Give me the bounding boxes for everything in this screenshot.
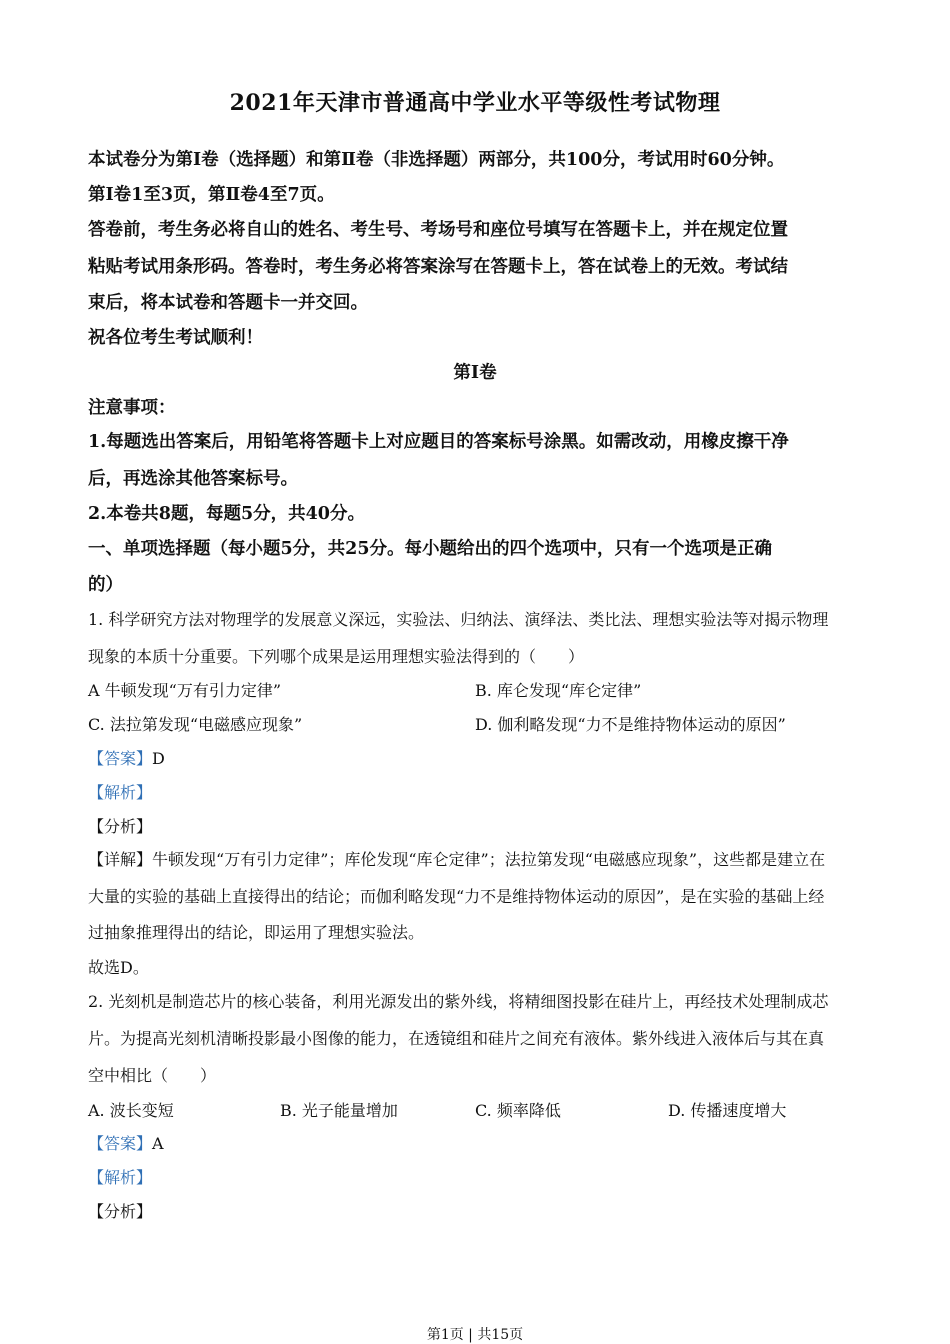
question-2-stem: 2. 光刻机是制造芯片的核心装备，利用光源发出的紫外线，将精细图投影在硅片上，再经技术处理制成芯 — [88, 992, 829, 1011]
q2-option-d: D. 传播速度增大 — [668, 1101, 787, 1120]
section-heading: 一、单项选择题（每小题5分，共25分。每小题给出的四个选项中，只有一个选项是正确 — [88, 539, 773, 559]
exam-title: 2021年天津市普通高中学业水平等级性考试物理 — [229, 90, 721, 116]
q1-detail — [88, 847, 870, 870]
fenxi-tag: 【分析】 — [88, 817, 153, 836]
section-title: 第Ⅰ卷 — [453, 363, 497, 383]
fenxi-tag: 【分析】 — [88, 1202, 153, 1221]
detail-text: 牛顿发现“万有引力定律”；库伦发现“库仑定律”；法拉第发现“电磁感应现象”，这些都是建立在 — [152, 850, 826, 869]
answer-tag: 【答案】 — [88, 1134, 153, 1153]
q1-option-a: A 牛顿发现“万有引力定律” — [88, 681, 282, 700]
question-1-stem: 1. 科学研究方法对物理学的发展意义深远，实验法、归纳法、演绎法、类比法、理想实验法等对揭示物理 — [88, 610, 829, 629]
intro-line: 粘贴考试用条形码。答卷时，考生务必将答案涂写在答题卡上，答在试卷上的无效。考试结 — [88, 257, 788, 277]
intro-line: 答卷前，考生务必将自山的姓名、考生号、考场号和座位号填写在答题卡上，并在规定位置 — [88, 220, 788, 240]
intro-line: 束后，将本试卷和答题卡一并交回。 — [88, 293, 368, 313]
answer-value: D — [152, 749, 165, 768]
page-footer: 第1页 | 共15页 — [426, 1327, 524, 1343]
q2-option-a: A. 波长变短 — [88, 1101, 174, 1120]
question-2-stem: 空中相比（ ） — [88, 1066, 217, 1085]
analysis-tag: 【解析】 — [88, 1168, 153, 1187]
q1-option-c: C. 法拉第发现“电磁感应现象” — [88, 715, 303, 734]
section-heading: 的） — [88, 575, 123, 595]
intro-line: 本试卷分为第Ⅰ卷（选择题）和第Ⅱ卷（非选择题）两部分，共100分，考试用时60分钟。 — [88, 150, 785, 170]
q1-detail-line: 过抽象推理得出的结论，即运用了理想实验法。 — [88, 923, 425, 942]
q2-option-c: C. 频率降低 — [475, 1101, 561, 1120]
answer-value: A — [152, 1134, 164, 1153]
q1-conclusion: 故选D。 — [88, 958, 149, 977]
question-2-stem: 片。为提高光刻机清晰投影最小图像的能力，在透镜组和硅片之间充有液体。紫外线进入液体后与其在真 — [88, 1029, 825, 1048]
question-1-stem: 现象的本质十分重要。下列哪个成果是运用理想实验法得到的（ ） — [88, 647, 585, 666]
answer-tag: 【答案】 — [88, 749, 153, 768]
q2-answer — [88, 1131, 870, 1154]
q1-detail-line: 大量的实验的基础上直接得出的结论；而伽利略发现“力不是维持物体运动的原因”，是在实验的基础上经 — [88, 887, 825, 906]
detail-tag: 【详解】 — [88, 850, 153, 869]
q2-option-b: B. 光子能量增加 — [280, 1101, 398, 1120]
q1-answer — [88, 746, 870, 769]
notice-line: 2.本卷共8题，每题5分，共40分。 — [88, 504, 365, 524]
q1-option-b: B. 库仑发现“库仑定律” — [475, 681, 642, 700]
intro-line: 第Ⅰ卷1至3页，第Ⅱ卷4至7页。 — [88, 185, 335, 205]
notice-line: 后，再选涂其他答案标号。 — [88, 469, 298, 489]
notice-line: 1.每题选出答案后，用铅笔将答题卡上对应题目的答案标号涂黑。如需改动，用橡皮擦干净 — [88, 432, 789, 452]
notice-heading: 注意事项： — [88, 398, 176, 418]
intro-line: 祝各位考生考试顺利！ — [88, 328, 263, 348]
analysis-tag: 【解析】 — [88, 783, 153, 802]
q1-option-d: D. 伽利略发现“力不是维持物体运动的原因” — [475, 715, 786, 734]
